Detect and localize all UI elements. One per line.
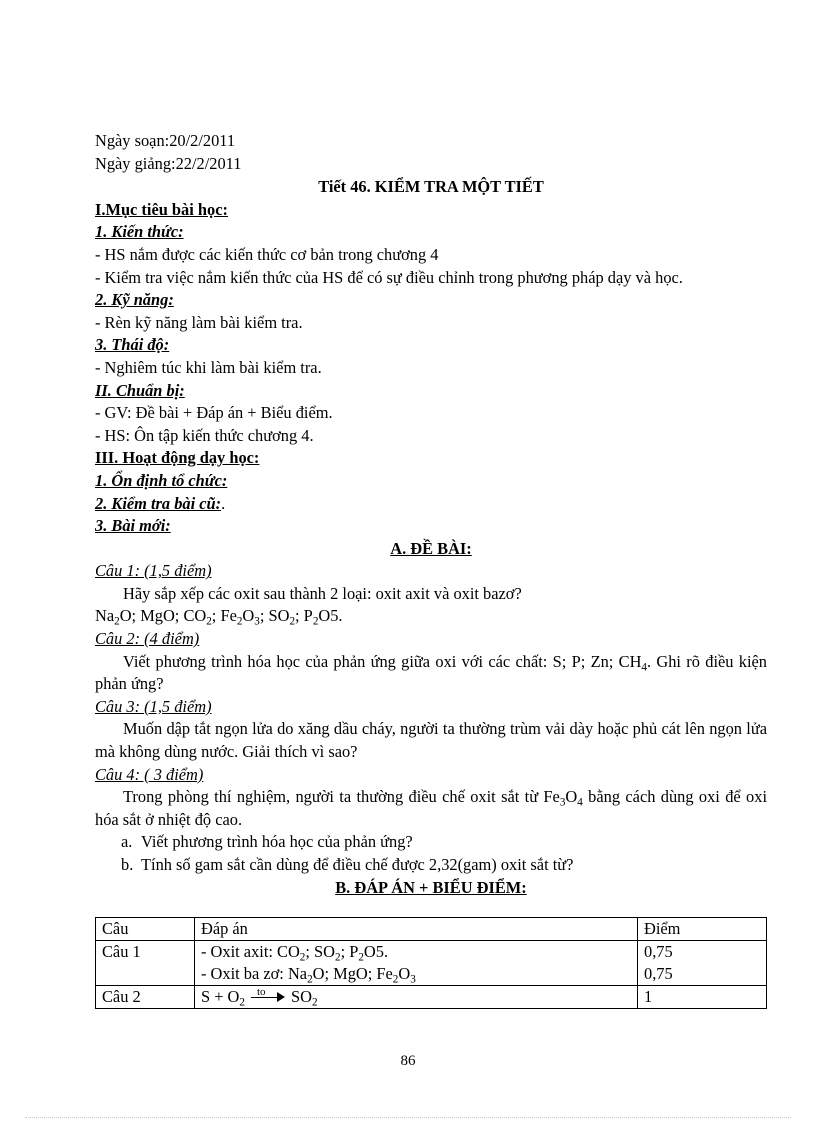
teach-date: Ngày giảng:22/2/2011 (95, 153, 242, 173)
lesson-title: Tiết 46. KIỂM TRA MỘT TIẾT (318, 177, 544, 197)
activity-step-2: 2. Kiểm tra bài cũ: (95, 493, 222, 513)
question-2-text: Viết phương trình hóa học của phản ứng giữa oxi với các chất: S; P; Zn; $CH_4$. Ghi rõ điều kiện phản ứng? (95, 651, 767, 694)
question-1-label: Câu 1: (1,5 điểm) (95, 561, 212, 581)
document-page (95, 130, 767, 1009)
reaction-arrow-icon: to (251, 990, 285, 1002)
question-1-text: Hãy sắp xếp các oxit sau thành 2 loại: oxit axit và oxit bazơ? (123, 583, 522, 603)
attitude-heading: 3. Thái độ: (95, 335, 170, 355)
question-1-formulas: $Na_2O$; MgO; $CO_2$; $Fe_2O_3$; $SO_2$; $P_2O5$. (95, 606, 343, 628)
answer-table (95, 917, 767, 1009)
preparation-hs: - HS: Ôn tập kiến thức chương 4. (95, 425, 314, 445)
column-header-dap-an: Đáp án (195, 918, 638, 941)
table-row (96, 986, 767, 1009)
objectives-heading: I.Mục tiêu bài học: (95, 199, 228, 219)
knowledge-item-2: - Kiểm tra việc nắm kiến thức của HS để có sự điều chỉnh trong phương pháp dạy và học. (95, 267, 683, 287)
page-number: 86 (400, 1053, 416, 1069)
question-4-text: Trong phòng thí nghiệm, người ta thường điều chế oxit sắt từ $Fe_3O_4$ bằng cách dùng oxi để oxi hóa sắt ở nhiệt độ cao. (95, 787, 767, 829)
knowledge-item-1: - HS nắm được các kiến thức cơ bản trong chương 4 (95, 244, 439, 264)
preparation-heading: II. Chuẩn bị: (95, 380, 185, 400)
activities-heading: III. Hoạt động dạy học: (95, 448, 260, 468)
row-2-score: 1 (638, 986, 767, 1009)
activity-step-1: 1. Ổn định tổ chức: (95, 470, 228, 490)
column-header-cau: Câu (96, 918, 195, 941)
skills-item-1: - Rèn kỹ năng làm bài kiểm tra. (95, 312, 303, 332)
table-row (96, 941, 767, 986)
skills-heading: 2. Kỹ năng: (95, 290, 174, 310)
attitude-item-1: - Nghiêm túc khi làm bài kiểm tra. (95, 357, 322, 377)
footer-divider (25, 1117, 791, 1118)
exam-heading: A. ĐỀ BÀI: (390, 538, 472, 558)
answers-heading: B. ĐÁP ÁN + BIỂU ĐIỂM: (335, 877, 527, 897)
row-2-answer: $S + O_2$ to $SO_2$ (195, 986, 638, 1009)
row-2-cau: Câu 2 (96, 986, 195, 1009)
prep-date: Ngày soạn:20/2/2011 (95, 131, 236, 150)
question-4-part-a: a. Viết phương trình hóa học của phản ứng? (121, 832, 413, 852)
activity-step-3: 3. Bài mới: (95, 516, 171, 536)
row-1-score: 0,75 0,75 (638, 941, 767, 986)
table-header-row (96, 918, 767, 941)
question-3-label: Câu 3: (1,5 điểm) (95, 696, 212, 716)
row-1-answer: - Oxit axit: $CO_2$; $SO_2$; $P_2O5$. - Oxit ba zơ: $Na_2O$; MgO; $Fe_2O_3$ (195, 941, 638, 986)
question-2-label: Câu 2: (4 điểm) (95, 629, 200, 649)
question-3-text: Muốn dập tắt ngọn lửa do xăng dầu cháy, người ta thường trùm vải dày hoặc phủ cát lên ngọn lửa mà không dùng nước. Giải thích vì sao? (95, 719, 767, 762)
preparation-gv: - GV: Đề bài + Đáp án + Biểu điểm. (95, 403, 333, 423)
activity-step-2-tail: . (221, 493, 226, 513)
row-1-cau: Câu 1 (96, 941, 195, 986)
column-header-diem: Điểm (638, 918, 767, 941)
question-4-label: Câu 4: ( 3 điểm) (95, 764, 204, 784)
knowledge-heading: 1. Kiến thức: (95, 222, 184, 242)
question-4-part-b: b. Tính số gam sắt cần dùng để điều chế được 2,32(gam) oxit sắt từ? (121, 855, 574, 874)
